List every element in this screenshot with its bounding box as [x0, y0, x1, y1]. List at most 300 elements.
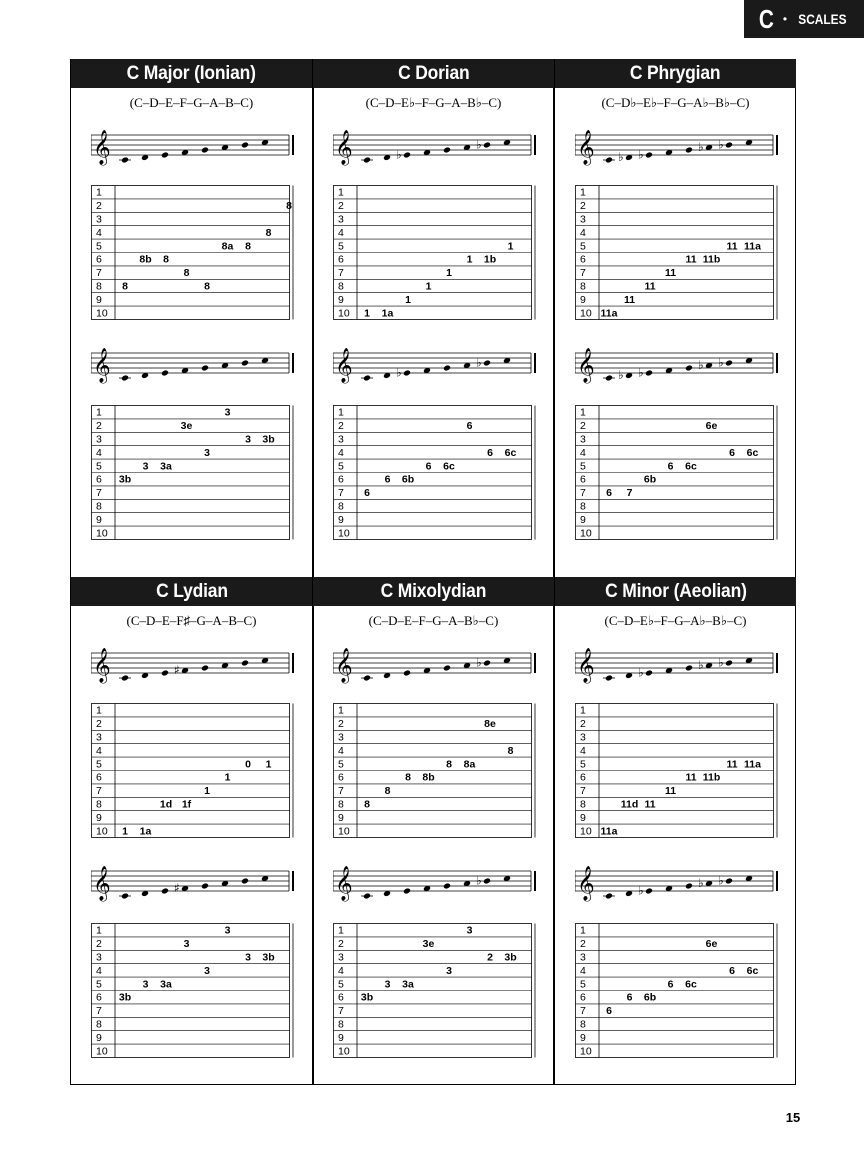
staff-note [241, 142, 249, 149]
finger-position: 8 [163, 253, 169, 266]
flat-icon: ♭ [718, 355, 724, 370]
fret-number: 3 [580, 433, 586, 446]
finger-position: 1 [224, 771, 231, 784]
fret-number: 1 [580, 704, 586, 717]
flat-icon: ♭ [638, 147, 644, 162]
notehead [645, 670, 653, 677]
staff-note [718, 874, 733, 888]
fret-chart [91, 703, 297, 839]
notehead [121, 157, 129, 164]
notehead [645, 370, 653, 377]
flat-icon: ♭ [718, 137, 724, 152]
fret-number: 6 [338, 473, 344, 486]
music-staff [91, 647, 297, 687]
staff-note [161, 152, 169, 159]
fret-number: 1 [96, 186, 102, 199]
scale-title [71, 577, 312, 606]
finger-position: 3b [118, 473, 132, 486]
finger-position: 1 [122, 825, 128, 838]
staff-note [476, 656, 491, 670]
staff-note [201, 365, 209, 372]
staff-note [685, 883, 693, 890]
fret-number: 4 [580, 964, 586, 977]
scale-notes: (C–D♭–E♭–F–G–A♭–B♭–C) [601, 95, 750, 110]
fret-number: 9 [96, 811, 102, 824]
fret-number: 10 [96, 1045, 108, 1058]
fret-number: 7 [338, 267, 344, 280]
flat-icon: ♭ [618, 368, 624, 382]
scale-block [555, 577, 796, 1089]
music-staff [575, 129, 781, 169]
notehead [161, 670, 169, 677]
notehead [363, 375, 371, 382]
finger-position: 6b [401, 473, 415, 486]
fret-number: 6 [580, 991, 586, 1004]
notehead [403, 152, 411, 159]
fret-number: 5 [338, 758, 344, 771]
notehead [161, 888, 169, 895]
fret-number: 8 [580, 280, 586, 293]
staff-note [638, 884, 653, 898]
fret-number: 2 [338, 420, 344, 433]
staff-note [443, 365, 451, 372]
finger-position: 8 [286, 200, 292, 213]
fret-number: 7 [96, 487, 102, 500]
fret-number: 6 [338, 991, 344, 1004]
staff-note [618, 368, 633, 382]
finger-position: 1 [507, 240, 514, 253]
fret-number: 2 [338, 200, 344, 213]
notehead [241, 660, 249, 667]
finger-position: 3 [224, 924, 231, 937]
notehead [403, 670, 411, 677]
scale-block [313, 577, 554, 1089]
fret-number: 6 [580, 253, 586, 266]
finger-position: 8 [245, 240, 251, 253]
finger-position: 6c [685, 460, 697, 473]
section-bullet: • [782, 12, 788, 26]
fret-number: 4 [338, 964, 344, 977]
fret-number: 1 [96, 406, 102, 419]
fret-number: 6 [96, 253, 102, 266]
staff-note [403, 670, 411, 677]
notehead [483, 142, 491, 149]
fret-number: 9 [338, 1031, 344, 1044]
finger-position: 8b [139, 253, 152, 266]
section-label: SCALES [798, 11, 847, 27]
fret-number: 9 [580, 1031, 586, 1044]
scale-title-text: C Phrygian [630, 62, 721, 84]
flat-icon: ♭ [396, 365, 402, 380]
fret-number: 7 [580, 785, 586, 798]
fret-number: 4 [96, 964, 102, 977]
flat-icon: ♭ [476, 873, 482, 888]
finger-position: 8a [221, 240, 234, 253]
music-staff [333, 865, 539, 905]
notehead [443, 665, 451, 672]
finger-position: 6c [504, 446, 517, 459]
fret-number: 10 [580, 825, 592, 838]
section-tab [744, 0, 864, 38]
scale-title [555, 577, 796, 606]
fret-number: 9 [96, 293, 102, 306]
staff-note [443, 883, 451, 890]
finger-position: 6 [667, 978, 674, 991]
finger-position: 8 [364, 798, 370, 811]
finger-position: 3 [142, 460, 149, 473]
music-staff [91, 129, 297, 169]
finger-position: 3 [142, 978, 149, 991]
flat-icon: ♭ [396, 147, 402, 162]
notehead [725, 660, 733, 667]
scale-title [313, 59, 554, 88]
notehead [201, 883, 209, 890]
fret-number: 7 [338, 785, 344, 798]
finger-position: 3b [262, 951, 275, 964]
staff-note [443, 665, 451, 672]
finger-position: 11b [702, 771, 721, 784]
finger-position: 1a [139, 825, 152, 838]
notehead [121, 675, 129, 682]
fret-chart [333, 923, 539, 1059]
finger-position: 6b [643, 473, 657, 486]
notehead [201, 665, 209, 672]
scale-block [313, 59, 554, 571]
fret-number: 8 [338, 1018, 344, 1031]
staff-note [119, 893, 131, 900]
fret-number: 6 [96, 771, 102, 784]
finger-position: 11 [726, 758, 738, 771]
treble-clef-icon: 𝄞 [577, 866, 595, 901]
staff-note [698, 658, 713, 672]
fret-number: 5 [580, 460, 586, 473]
staff-note [361, 893, 373, 900]
music-staff [333, 347, 539, 387]
fret-number: 5 [96, 460, 102, 473]
finger-position: 8 [405, 771, 411, 784]
treble-clef-icon: 𝄞 [335, 866, 353, 901]
fret-chart [333, 703, 539, 839]
scale-block [71, 577, 312, 1089]
fret-number: 5 [96, 240, 102, 253]
finger-position: 6 [487, 446, 493, 459]
fret-number: 2 [96, 200, 102, 213]
notehead [725, 878, 733, 885]
notehead [725, 142, 733, 149]
finger-position: 8e [484, 718, 496, 731]
finger-position: 1b [483, 253, 497, 266]
staff-note [241, 878, 249, 885]
staff-note [201, 147, 209, 154]
fret-number: 7 [338, 487, 344, 500]
fret-number: 9 [96, 1031, 102, 1044]
staff-note [698, 876, 713, 890]
notehead [201, 147, 209, 154]
notehead [363, 893, 371, 900]
staff-note [603, 375, 615, 382]
scale-notes: (C–D–E–F♯–G–A–B–C) [126, 613, 257, 628]
fret-number: 7 [338, 1005, 344, 1018]
notehead [605, 375, 613, 382]
finger-position: 8 [122, 280, 128, 293]
fret-number: 2 [96, 718, 102, 731]
finger-position: 6 [384, 473, 391, 486]
finger-position: 3b [118, 991, 132, 1004]
finger-position: 1 [405, 293, 411, 306]
fret-number: 1 [338, 406, 344, 419]
flat-icon: ♭ [476, 137, 482, 152]
finger-position: 7 [626, 487, 633, 500]
staff-note [174, 881, 189, 895]
staff-note [119, 375, 131, 382]
fret-number: 4 [580, 226, 586, 239]
finger-position: 3b [504, 951, 517, 964]
notehead [121, 375, 129, 382]
fret-number: 2 [580, 200, 586, 213]
fret-number: 7 [580, 267, 586, 280]
fret-number: 3 [338, 213, 344, 226]
finger-position: 8 [507, 744, 514, 757]
staff-note [161, 370, 169, 377]
finger-position: 8b [422, 771, 435, 784]
fret-number: 2 [96, 938, 102, 951]
fret-number: 5 [580, 758, 586, 771]
staff-note [361, 157, 373, 164]
fret-number: 5 [338, 460, 344, 473]
fret-number: 4 [96, 744, 102, 757]
finger-position: 6e [705, 420, 718, 433]
fret-number: 8 [96, 1018, 102, 1031]
notehead [443, 365, 451, 372]
finger-position: 3 [245, 433, 251, 446]
finger-position: 6 [606, 1005, 612, 1018]
flat-icon: ♭ [718, 655, 724, 670]
scale-title-text: C Lydian [155, 580, 228, 602]
fret-number: 5 [96, 978, 102, 991]
fret-number: 3 [338, 951, 344, 964]
fret-number: 3 [580, 951, 586, 964]
staff-note [603, 893, 615, 900]
finger-position: 3 [224, 406, 231, 419]
fret-number: 4 [96, 226, 102, 239]
staff-note [718, 656, 733, 670]
finger-position: 1 [364, 307, 370, 320]
finger-position: 6 [606, 487, 612, 500]
music-staff [91, 347, 297, 387]
finger-position: 6c [443, 460, 455, 473]
scale-block [71, 59, 312, 571]
fret-chart [575, 185, 781, 321]
finger-position: 3a [160, 978, 172, 991]
staff-note [201, 883, 209, 890]
notehead [241, 360, 249, 367]
treble-clef-icon: 𝄞 [335, 648, 353, 683]
fret-number: 6 [96, 473, 102, 486]
finger-position: 6c [746, 446, 759, 459]
notehead [201, 365, 209, 372]
fret-number: 3 [580, 731, 586, 744]
notehead [161, 370, 169, 377]
fret-chart [91, 923, 297, 1059]
flat-icon: ♭ [698, 876, 704, 890]
fret-chart [333, 405, 539, 541]
staff-note [361, 675, 373, 682]
finger-position: 1d [159, 798, 173, 811]
fret-number: 8 [96, 500, 102, 513]
notehead [403, 370, 411, 377]
treble-clef-icon: 𝄞 [335, 348, 353, 383]
finger-position: 3 [245, 951, 251, 964]
fret-number: 3 [96, 433, 102, 446]
finger-position: 11 [644, 280, 656, 293]
notehead [685, 883, 693, 890]
fret-number: 10 [580, 527, 592, 540]
staff-note [603, 157, 615, 164]
fret-number: 7 [96, 785, 102, 798]
notehead [241, 878, 249, 885]
fret-number: 8 [580, 500, 586, 513]
fret-number: 4 [338, 446, 344, 459]
notehead [443, 147, 451, 154]
scale-notes: (C–D–E♭–F–G–A♭–B♭–C) [604, 613, 747, 628]
flat-icon: ♭ [698, 358, 704, 372]
notehead [645, 152, 653, 159]
finger-position: 3 [183, 938, 190, 951]
finger-position: 8 [446, 758, 452, 771]
staff-note [403, 888, 411, 895]
fret-number: 1 [580, 924, 586, 937]
fret-number: 5 [338, 978, 344, 991]
treble-clef-icon: 𝄞 [93, 130, 111, 165]
finger-position: 3e [180, 420, 193, 433]
finger-position: 11 [726, 240, 738, 253]
finger-position: 2 [487, 951, 493, 964]
fret-number: 9 [338, 811, 344, 824]
scale-title-text: C Mixolydian [380, 580, 487, 602]
finger-position: 3e [422, 938, 435, 951]
fret-chart [91, 405, 297, 541]
fret-number: 6 [580, 473, 586, 486]
fret-number: 5 [580, 240, 586, 253]
scale-title [71, 59, 312, 88]
finger-position: 11 [685, 253, 697, 266]
staff-note [443, 147, 451, 154]
finger-position: 6c [746, 964, 759, 977]
flat-icon: ♭ [638, 665, 644, 680]
fret-number: 7 [96, 1005, 102, 1018]
finger-position: 3a [160, 460, 172, 473]
notehead [685, 665, 693, 672]
fret-number: 1 [580, 406, 586, 419]
finger-position: 3 [384, 978, 391, 991]
fret-number: 2 [96, 420, 102, 433]
scale-notes: (C–D–E–F–G–A–B–C) [129, 95, 254, 110]
notehead [685, 147, 693, 154]
fret-number: 2 [338, 938, 344, 951]
finger-position: 1a [381, 307, 394, 320]
fret-number: 8 [580, 1018, 586, 1031]
fret-number: 10 [96, 527, 108, 540]
staff-note [119, 675, 131, 682]
fret-number: 8 [96, 280, 102, 293]
fret-number: 6 [580, 771, 586, 784]
finger-position: 3a [402, 978, 414, 991]
scale-title [555, 59, 796, 88]
notehead [725, 360, 733, 367]
flat-icon: ♭ [698, 140, 704, 154]
sharp-icon: ♯ [174, 663, 180, 677]
finger-position: 8a [463, 758, 476, 771]
treble-clef-icon: 𝄞 [577, 130, 595, 165]
fret-number: 3 [338, 433, 344, 446]
fret-number: 1 [338, 186, 344, 199]
fret-chart [333, 185, 539, 321]
finger-position: 1 [265, 758, 272, 771]
fret-number: 3 [338, 731, 344, 744]
scale-notes: (C–D–E♭–F–G–A–B♭–C) [365, 95, 502, 110]
staff-note [161, 888, 169, 895]
fret-number: 2 [580, 420, 586, 433]
fret-number: 8 [96, 798, 102, 811]
treble-clef-icon: 𝄞 [93, 348, 111, 383]
fret-number: 9 [338, 513, 344, 526]
notehead [483, 660, 491, 667]
scale-title-text: C Dorian [397, 62, 470, 84]
sharp-icon: ♯ [174, 881, 180, 895]
fret-number: 8 [338, 798, 344, 811]
fret-number: 10 [96, 825, 108, 838]
staff-note [698, 140, 713, 154]
finger-position: 11 [623, 293, 636, 306]
scale-notes: (C–D–E–F–G–A–B♭–C) [368, 613, 499, 628]
finger-position: 11 [644, 798, 656, 811]
fret-number: 4 [338, 744, 344, 757]
staff-note [603, 675, 615, 682]
fret-number: 9 [96, 513, 102, 526]
finger-position: 1f [181, 798, 192, 811]
finger-position: 11 [685, 771, 697, 784]
fret-number: 4 [96, 446, 102, 459]
notehead [363, 157, 371, 164]
fret-number: 9 [580, 513, 586, 526]
finger-position: 0 [245, 758, 251, 771]
staff-note [241, 660, 249, 667]
fret-number: 9 [338, 293, 344, 306]
fret-number: 5 [580, 978, 586, 991]
staff-note [161, 670, 169, 677]
finger-position: 6 [729, 964, 735, 977]
treble-clef-icon: 𝄞 [93, 648, 111, 683]
notehead [645, 888, 653, 895]
staff-note [685, 665, 693, 672]
finger-position: 11a [600, 825, 618, 838]
finger-position: 6 [626, 991, 633, 1004]
fret-number: 10 [338, 1045, 350, 1058]
finger-position: 1 [425, 280, 432, 293]
section-key: C [758, 3, 775, 34]
fret-number: 10 [580, 307, 592, 320]
notehead [161, 152, 169, 159]
finger-position: 6 [729, 446, 735, 459]
fret-number: 2 [338, 718, 344, 731]
finger-position: 1 [466, 253, 473, 266]
notehead [605, 157, 613, 164]
fret-number: 10 [338, 825, 350, 838]
flat-icon: ♭ [638, 365, 644, 380]
fret-number: 3 [580, 213, 586, 226]
staff-note [685, 365, 693, 372]
finger-position: 3 [466, 924, 473, 937]
